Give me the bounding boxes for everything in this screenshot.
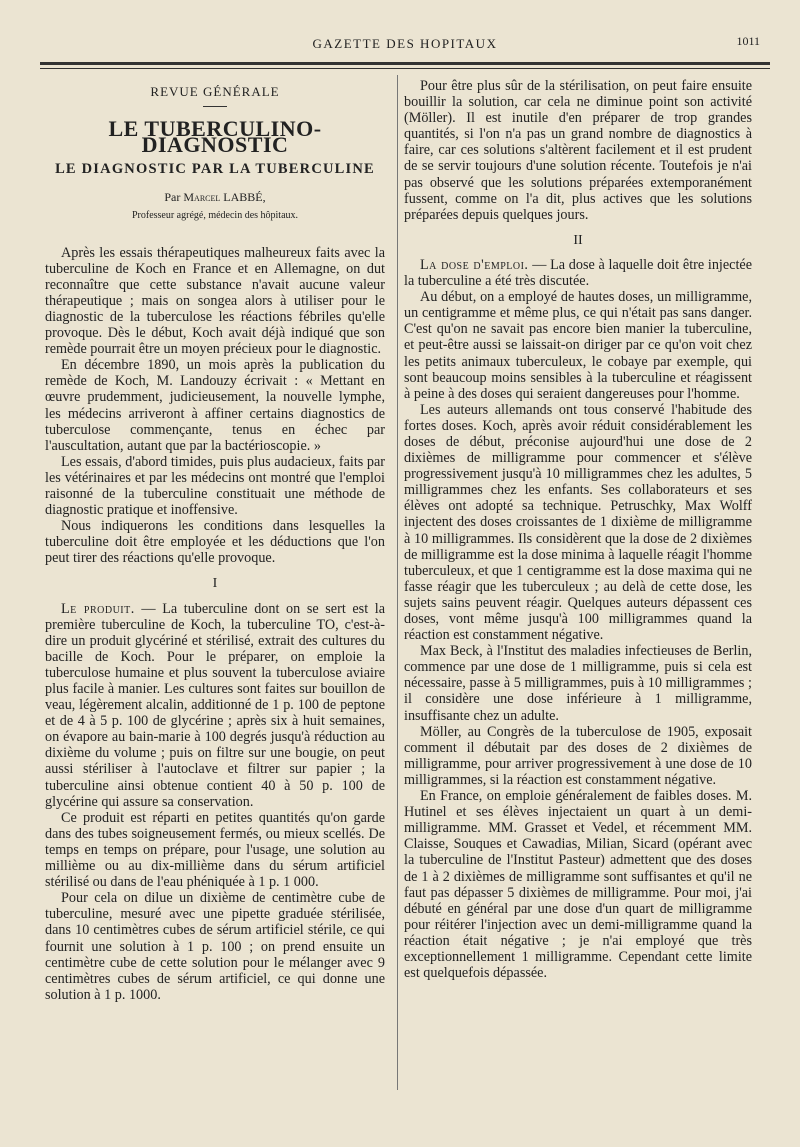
paragraph: Nous indiquerons les conditions dans lesquelles la tuberculine doit être employée et les déductions que l'on peut tirer des réactions qu'elle provoque.: [45, 518, 385, 567]
paragraph-label: La dose d'emploi.: [420, 256, 529, 273]
paragraph: Max Beck, à l'Institut des maladies infectieuses de Berlin, commence par une dose de 1 milligramme, puis si cela est nécessaire, passe à 5 milligrammes, puis à 10 milligrammes ; il considère une dose inférieure à 1 milligramme, insuffisante chez un adulte.: [404, 643, 752, 724]
left-column: [45, 78, 385, 1003]
paragraph: En décembre 1890, un mois après la publication du remède de Koch, M. Landouzy écrivait : « Mettant en œuvre prudemment, judicieusement, la nouvelle lymphe, les médecins arriveront à affiner certains diagnostics de tuberculose commençante, tenus en échec par l'auscultation, autant que par la bactérioscopie. »: [45, 357, 385, 454]
paragraph: Ce produit est réparti en petites quantités qu'on garde dans des tubes soigneusement fermés, ou mieux scellés. De temps en temps on prépare, pour l'usage, une solution au millième ou au dix-millième dans du sérum artificiel stérilisé ou dans de l'eau phéniquée à 1 p. 1 000.: [45, 809, 385, 891]
byline: [45, 189, 385, 205]
header-rule-thin: [40, 68, 770, 69]
section-numeral: II: [573, 232, 583, 248]
paragraph: Après les essais thérapeutiques malheureux faits avec la tuberculine de Koch en France et en Allemagne, on dut reconnaître que cette substance n'avait aucune valeur thérapeutique ; mais on songea alors à utiliser pour le diagnostic de la tuberculose les réactions fébriles qu'elle provoque. Dès le début, Koch avait déjà indiqué que son remède pourrait être un moyen précieux pour le diagnostic.: [45, 244, 385, 358]
paragraph: [45, 601, 385, 810]
paragraph-text: — La tuberculine dont on se sert est la première tuberculine de Koch, la tuberculine TO, c'est-à-dire un produit glycériné et stérilisé, extrait des cultures du bacille de Koch. Pour le préparer, on emploie la tuberculose humaine et plus souvent la tuberculose aviaire plus facile à manier. Les cultures sont faites sur bouillon de veau, légèrement alcalin, additionné de 1 p. 100 de peptone et de 4 à 5 p. 100 de glycérine ; après six à huit semaines, on évapore au bain-marie à 100 degrés jusqu'à réduction au dixième du volume ; puis on filtre sur une bougie, on peut aussi stériliser à l'autoclave et filtrer sur papier ; la tuberculine ainsi obtenue contient 40 à 50 p. 100 de glycérine qui assure sa conservation.: [45, 600, 385, 810]
author-affiliation: Professeur agrégé, médecin des hôpitaux.: [131, 210, 299, 222]
section-rule: [203, 106, 227, 107]
paragraph: Au début, on a employé de hautes doses, un milligramme, un centigramme et même plus, ce qui n'était pas sans danger. C'est qu'on ne savait pas encore bien manier la tuberculine, et peut-être aussi se laissait-on diriger par ce qu'on voit chez les petits animaux tuberculeux, le cobaye par exemple, qui sont beaucoup moins sensibles à la tuberculine et réagissent à peine à des doses qui seraient dangereuses pour l'homme.: [404, 289, 752, 402]
header-rule-thick: [40, 62, 770, 65]
paragraph: Les essais, d'abord timides, puis plus audacieux, faits par les vétérinaires et par les médecins ont montré que l'emploi raisonné de la tuberculine constituait une méthode de diagnostic pratique et inoffensive.: [45, 453, 385, 519]
paragraph: Möller, au Congrès de la tuberculose de 1905, exposait comment il débutait par des doses de 2 dixièmes de milligramme, pour arriver progressivement à une dose de 10 milligrammes, si la réaction est constamment négative.: [404, 723, 752, 788]
publication-title: GAZETTE DES HOPITAUX: [312, 36, 498, 51]
article-title: LE TUBERCULINO-DIAGNOSTIC: [108, 116, 322, 158]
paragraph-text: — La dose à laquelle doit être injectée la tuberculine a été très discutée.: [404, 256, 752, 290]
author-name: Marcel LABBÉ,: [183, 190, 266, 205]
paragraph-label: Le produit.: [61, 600, 135, 617]
paragraph: [404, 257, 752, 289]
paragraph: Pour cela on dilue un dixième de centimètre cube de tuberculine, mesuré avec une pipette graduée stérilisée, dans 10 centimètres cubes de sérum artificiel stérile, ce qui fournit une solution à 1 p. 100 ; on prend ensuite un centimètre cube de cette solution pour le mélanger avec 9 centimètres cubes de sérum artificiel, ce qui donne une solution à 1 p. 1000.: [45, 890, 385, 1003]
article-subtitle: LE DIAGNOSTIC PAR LA TUBERCULINE: [55, 161, 375, 178]
section-label: REVUE GÉNÉRALE: [150, 84, 280, 99]
running-head: [40, 34, 770, 56]
paragraph: Les auteurs allemands ont tous conservé l'habitude des fortes doses. Koch, après avoir réduit considérablement les doses de début, préconise aujourd'hui une dose de 2 dixièmes de milligramme pour commencer et s'élève progressivement jusqu'à 10 milligrammes chez les adultes, 5 milligrammes chez les enfants. Ses collaborateurs et ses élèves ont adopté sa technique. Petruschky, Max Wolff injectent des doses croissantes de 1 dixième de milligramme à 10 milligrammes. Ils considèrent que la dose de 2 dixièmes de milligramme est la dose minima à laquelle réagit l'homme tuberculeux, et que 1 centigramme est la dose maxima qui ne fasse réagir que les tuberculeux ; au delà de cette dose, les sujets sains peuvent réagir. Quelques auteurs dépassent ces doses, vont même jusqu'à 100 milligrammes quand la réaction est constamment négative.: [404, 401, 752, 644]
paragraph: Pour être plus sûr de la stérilisation, on peut faire ensuite bouillir la solution, car cela ne diminue point son activité (Möller). Il est inutile d'en préparer de trop grandes quantités, si l'on n'a pas un grand nombre de diagnostics à faire, car ces solutions s'altèrent facilement et il est prudent de se servir toujours d'une solution récente. Toutefois je n'ai pas observé que les solutions préparées extemporanément fussent, comme on l'a dit, plus actives que les solutions préparées depuis quelques jours.: [404, 78, 752, 223]
paragraph: En France, on emploie généralement de faibles doses. M. Hutinel et ses élèves injectaient un quart à un demi-milligramme. MM. Grasset et Vedel, et récemment MM. Claisse, Souques et Cawadias, Milian, Sicard (opérant avec la tuberculine de l'Institut Pasteur) admettent que des doses de 1 à 2 dixièmes de milligramme sont suffisantes et qu'il ne faut pas dépasser 5 dixièmes de milligramme. Pour moi, j'ai débuté en général par une dose d'un quart de milligramme pour réitérer l'injection avec un demi-milligramme quand la réaction était négative ; je n'ai employé que très exceptionnellement 1 milligramme. Cependant cette limite est quelquefois dépassée.: [404, 788, 752, 982]
byline-prefix: Par: [164, 190, 181, 205]
section-numeral: I: [212, 576, 218, 592]
page-number: 1011: [736, 34, 760, 48]
right-column: [404, 78, 752, 981]
column-divider: [397, 75, 398, 1090]
